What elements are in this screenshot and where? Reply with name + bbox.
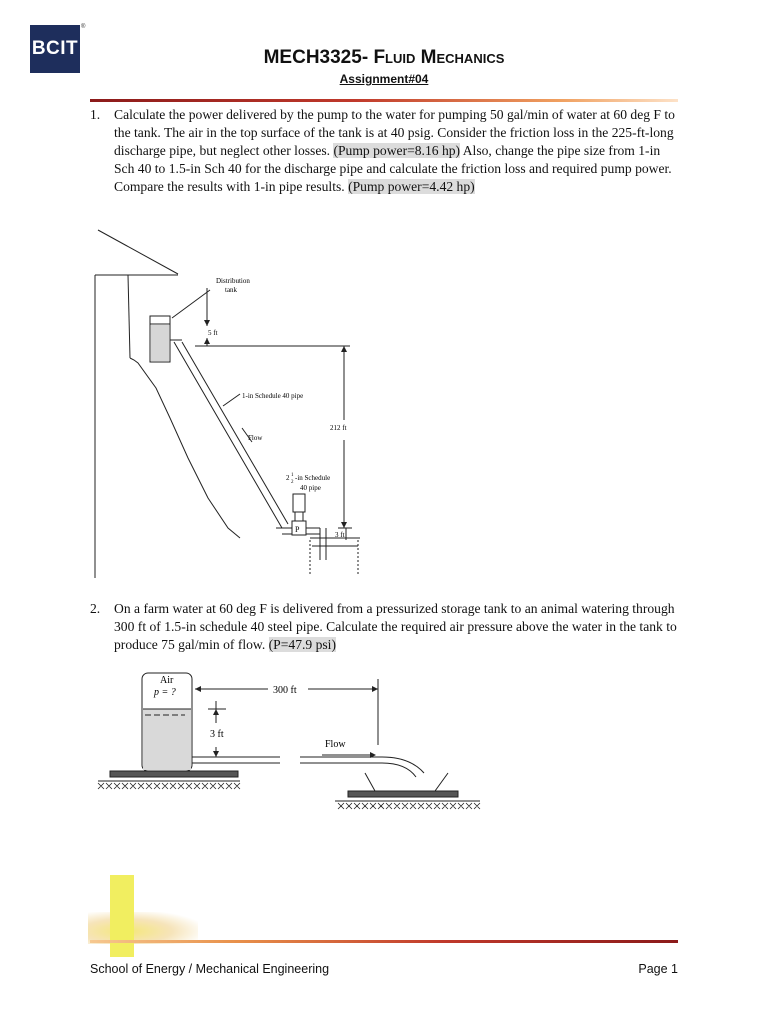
problem-1 bbox=[90, 106, 680, 196]
label-pressure: p = ? bbox=[154, 687, 176, 698]
label-air: Air bbox=[160, 675, 174, 686]
problem-number: 1. bbox=[90, 107, 101, 122]
footer-divider bbox=[90, 940, 678, 943]
label-suction-size: -in Schedule bbox=[295, 474, 331, 482]
label-tank: tank bbox=[225, 286, 238, 294]
problem-2 bbox=[90, 600, 680, 654]
answer-highlight: (Pump power=8.16 hp) bbox=[333, 143, 461, 158]
problem-statement: Calculate the power delivered by the pump to the water for pumping 50 gal/min of water at 60 deg F to the tank. The air in the top surface of the tank is at 40 psig. Consider the friction loss in the 225-ft-long discharge pipe, but neglect other losses. bbox=[114, 107, 675, 158]
problem-text bbox=[114, 106, 680, 196]
header-divider bbox=[90, 99, 678, 102]
answer-highlight: (Pump power=4.42 hp) bbox=[348, 179, 475, 194]
label-suction-den: 2 bbox=[291, 480, 294, 485]
label-suction-schedule: 40 pipe bbox=[300, 484, 321, 492]
document-title bbox=[0, 47, 768, 69]
label-212ft: 212 ft bbox=[330, 424, 347, 432]
label-suction-num: 1 bbox=[291, 473, 294, 478]
pump-system-diagram bbox=[90, 228, 380, 580]
logo-trademark: ® bbox=[81, 24, 86, 30]
label-300ft: 300 ft bbox=[273, 685, 297, 696]
footer-page-number: Page 1 bbox=[638, 962, 678, 976]
label-pipe: 1-in Schedule 40 pipe bbox=[242, 392, 304, 400]
logo-text: BCIT bbox=[31, 38, 79, 59]
label-flow: Flow bbox=[248, 434, 263, 442]
label-5ft: 5 ft bbox=[208, 329, 218, 337]
label-distribution: Distribution bbox=[216, 277, 250, 285]
problem-statement: On a farm water at 60 deg F is delivered from a pressurized storage tank to an animal watering through 300 ft of 1.5-in schedule 40 steel pipe. Calculate the required air pressure above the water in the tank to produce 75 gal/min of flow. bbox=[114, 601, 677, 652]
label-suction-whole: 2 bbox=[286, 474, 290, 482]
footer-school: School of Energy / Mechanical Engineering bbox=[90, 962, 330, 976]
course-code: MECH3325- bbox=[263, 47, 374, 68]
problem-text bbox=[114, 600, 680, 654]
answer-highlight: (P=47.9 psi) bbox=[268, 637, 336, 652]
problem-number: 2. bbox=[90, 601, 101, 616]
assignment-number: Assignment#04 bbox=[339, 72, 429, 86]
course-name: Fluid Mechanics bbox=[373, 47, 505, 68]
problem-statement-continued: Also, change the pipe size from 1-in Sch 40 to 1.5-in Sch 40 for the discharge pipe and calculate the friction loss and required pump power. Compare the results with 1-in pipe results. bbox=[114, 143, 672, 194]
label-flow: Flow bbox=[325, 739, 346, 750]
label-3ft: 3 ft bbox=[335, 531, 345, 539]
footer-decoration-bar bbox=[110, 875, 134, 957]
farm-tank-diagram bbox=[90, 665, 495, 823]
pump-symbol: P bbox=[295, 525, 300, 534]
label-3ft: 3 ft bbox=[210, 729, 224, 740]
